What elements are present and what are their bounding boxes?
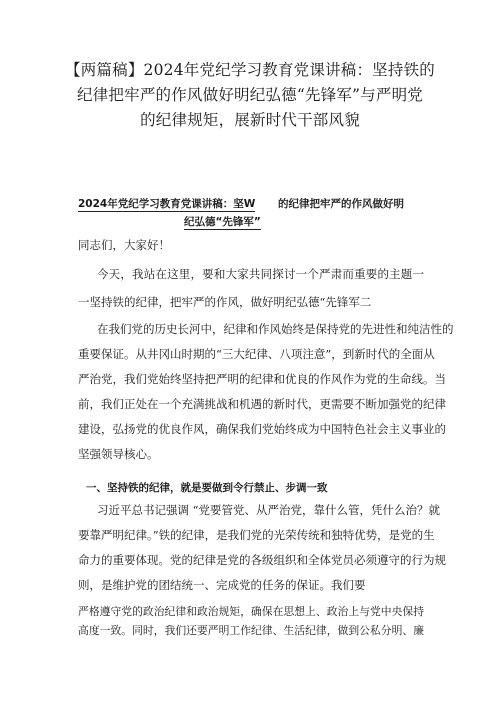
title-line: 的纪律规矩，展新时代干部风貌 [140,111,360,129]
document-title [60,58,440,133]
paragraph-line: 则，是维护党的团结统一、完成党的任务的保证。我们要 [78,578,366,592]
paragraph-line: 严格遵守党的政治纪律和政治规矩，确保在思想上、政治上与党中央保持 [78,605,424,618]
subheading-right: 的纪律把牢严的作风做好明 [278,198,404,210]
paragraph-line: 今天，我站在这里，要和大家共同探讨一个严肃而重要的主题一 [97,267,424,281]
paragraph-line: 严治党，我们党始终坚持把严明的纪律和优良的作风作为党的生命线。当 [78,372,446,386]
paragraph-line: 重要保证。从井冈山时期的“三大纪律、八项注意”，到新时代的全面从 [78,347,435,361]
paragraph-line: 高度一致。同时，我们还要严明工作纪律、生活纪律，做到公私分明、廉 [78,624,424,637]
greeting: 同志们，大家好！ [78,238,170,252]
paragraph-line: 命力的重要体现。党的纪律是党的各级组织和全体党员必须遵守的行为规 [78,553,446,567]
paragraph-line: 坚强领导核心。 [78,447,159,461]
subheading-left: 2024年党纪学习教育党课讲稿：坚W [78,198,256,210]
paragraph-line: 建设，弘扬党的优良作风，确保我们党始终成为中国特色社会主义事业的 [78,422,446,436]
paragraph-line: 习近平总书记强调 “党要管党、从严治党，靠什么管，凭什么治？就 [97,503,441,517]
title-line: 【两篇稿】2024年党纪学习教育党课讲稿：坚持铁的 [65,61,435,79]
paragraph-line: 一坚持铁的纪律，把牢严的作风，做好明纪弘德“先锋军二 [78,295,372,309]
subheading-second-line: 纪弘德“先锋军” [184,216,261,228]
section-heading: 一、坚持铁的纪律，就是要做到令行禁止、步调一致 [86,482,328,494]
paragraph-line: 前，我们正处在一个充满挑战和机遇的新时代，更需要不断加强党的纪律 [78,397,446,411]
paragraph-line: 要靠严明纪律。”铁的纪律，是我们党的光荣传统和独特优势，是党的生 [78,528,435,542]
paragraph-line: 在我们党的历史长河中，纪律和作风始终是保持党的先进性和纯洁性的 [97,322,454,336]
title-line: 纪律把牢严的作风做好明纪弘德“先锋军”与严明党 [77,86,423,104]
